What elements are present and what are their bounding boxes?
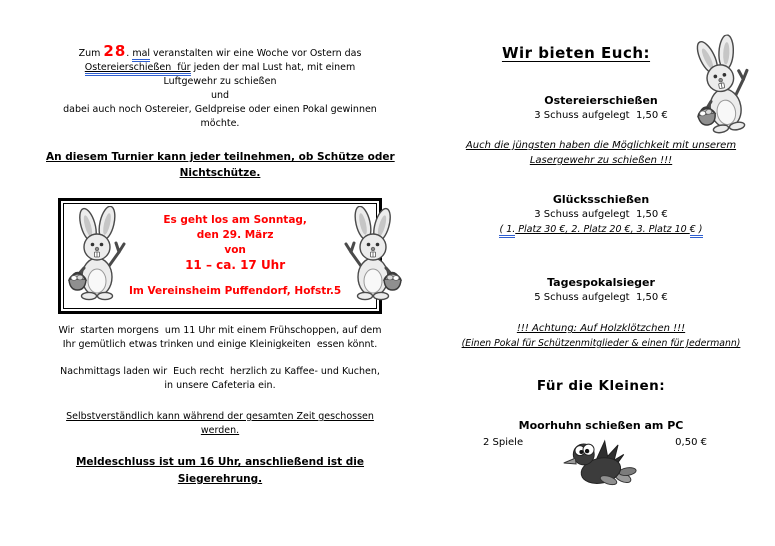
tournament-note: An diesem Turnier kann jeder teilnehmen, ob Schütze oder Nichtschütze. [46,151,395,179]
offer-title: Glücksschießen [552,193,650,206]
offer-detail: 5 Schuss aufgelegt 1,50 € [534,292,668,303]
kids-game-count: 2 Spiele [483,437,524,448]
easter-bunny-left-image [67,206,129,307]
offers-heading: Wir bieten Euch: [501,44,651,62]
right-column [455,46,747,496]
intro-line-3: Luftgewehr zu schießen [163,76,277,87]
pokal-note: (Einen Pokal für Schützenmitglieder & einen für Jedermann) [461,338,741,349]
offer-detail: 3 Schuss aufgelegt 1,50 € [534,110,668,121]
event-details-text: Es geht los am Sonntag, den 29. März von 11 – ca. 17 Uhr Im Vereinsheim Puffendorf, Hofstr.5 [129,214,342,297]
shooting-note: Selbstverständlich kann während der gesamten Zeit geschossen werden. [66,411,374,436]
morning-info: Wir starten morgens um 11 Uhr mit einem Frühschoppen, auf dem Ihr gemütlich etwas trinken und einige Kleinigkeiten essen könnt. [58,325,382,350]
kids-heading: Für die Kleinen: [536,378,666,394]
intro-line-1: Zum 28. mal veranstalten wir eine Woche vor Ostern das [78,42,362,60]
grammar-underlined-word: mal [132,48,150,62]
event-name-underlined: Ostereierschießen für [85,62,191,76]
intro-line-2: Ostereierschießen für jeden der mal Lust hat, mit einem [46,61,394,75]
offer-detail: 3 Schuss aufgelegt 1,50 € [534,209,668,220]
kids-game-title: Moorhuhn schießen am PC [518,419,684,432]
afternoon-info: Nachmittags laden wir Euch recht herzlich zu Kaffee- und Kuchen, in unsere Cafeteria ein. [60,366,380,391]
intro-line-4: und [210,90,230,101]
easter-bunny-top-image [683,31,764,144]
event-details-box [58,198,382,314]
offer-gluecksschiessen [455,192,747,237]
moorhuhn-image [559,435,639,496]
laser-note: Auch die jüngsten haben die Möglichkeit mit unserem Lasergewehr zu schießen !!! [465,140,737,166]
kids-game-price: 0,50 € [675,437,707,448]
prize-list: ( 1. Platz 30 €, 2. Platz 20 €, 3. Platz 10 € ) [455,222,747,237]
offer-tagespokalsieger [455,275,747,305]
event-time: 11 – ca. 17 Uhr [185,258,286,272]
easter-bunny-right-image [341,206,403,307]
kids-game-row [483,435,707,496]
left-column [46,44,394,488]
attention-note: !!! Achtung: Auf Holzklötzchen !!! (Einen Pokal für Schützenmitglieder & einen für Jedermann) [455,321,747,351]
intro-line-6: möchte. [200,118,240,129]
offer-title: Ostereierschießen [544,94,658,107]
event-count: 28 [103,42,127,60]
event-location: Im Vereinsheim Puffendorf, Hofstr.5 [129,285,342,297]
intro-line-5: dabei auch noch Ostereier, Geldpreise oder einen Pokal gewinnen [63,104,377,115]
offer-title: Tagespokalsieger [547,276,655,289]
deadline-note: Meldeschluss ist um 16 Uhr, anschließend ist die Siegerehrung. [75,456,365,485]
intro-paragraph [46,44,394,131]
